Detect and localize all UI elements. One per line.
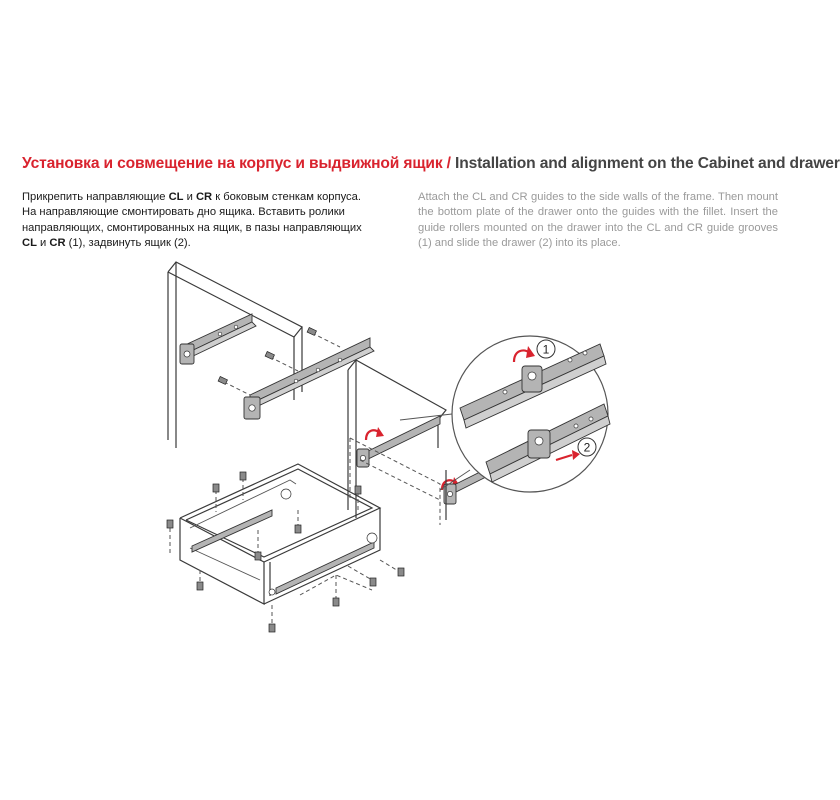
ru-text-4: и [36, 237, 50, 250]
callout-1 [537, 340, 555, 358]
ru-cl-label: CL [168, 191, 184, 203]
title-russian: Установка и совмещение на корпус и выдвижной ящик [22, 155, 443, 172]
callout-1-label: 1 [542, 342, 550, 357]
callout-2-label: 2 [583, 440, 591, 455]
ru-cr-label: CR [195, 191, 213, 203]
guide-rail-cl-upper [180, 314, 256, 364]
ru-text-1: Прикрепить направляющие [22, 191, 169, 203]
drawer-box [180, 464, 380, 604]
detail-zoom-circle [400, 336, 610, 492]
ru-cr-label-2: CR [49, 237, 66, 250]
title-separator: / [442, 155, 456, 172]
callout-2 [578, 438, 596, 456]
ru-text-5: (1), задвинуть ящик (2). [65, 237, 191, 250]
ru-text-2: и [183, 191, 196, 203]
title-english: Installation and alignment on the Cabinet and drawer [455, 155, 840, 172]
guide-rail-cr-upper [244, 338, 374, 419]
instructions-english: Attach the CL and CR guides to the side walls of the frame. Then mount the bottom plate of the drawer onto the guides with the fillet. Insert the guide rollers mounted on the drawer into the CL and CR guide grooves (1) and slide the drawer (2) into its place. [418, 191, 778, 250]
ru-text-3: к боковым стенкам корпуса. На направляющие смонтировать дно ящика. Вставить ролики направляющих, смонтированных на ящик, в пазы направляющих [22, 191, 362, 234]
ru-cl-label-2: CL [22, 237, 37, 250]
